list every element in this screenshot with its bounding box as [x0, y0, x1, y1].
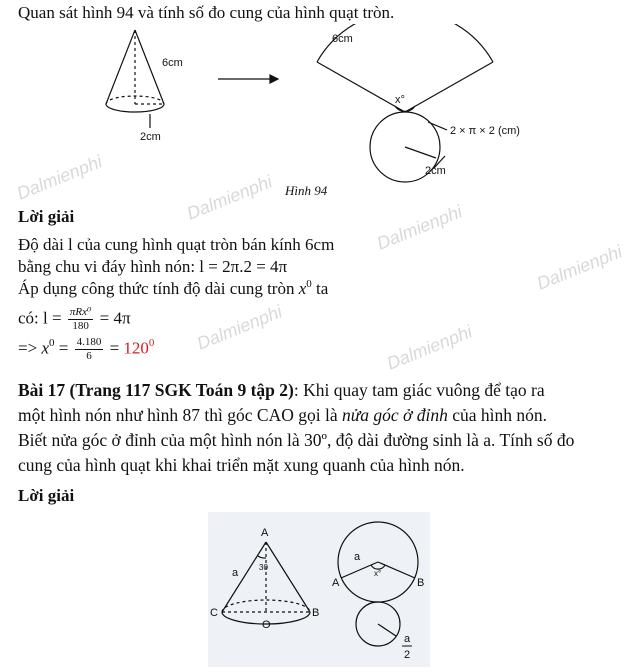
solution-heading: Lời giải — [18, 486, 75, 505]
watermark: Dalmienphi — [374, 201, 465, 254]
point-a2-label: A — [332, 577, 340, 589]
point-o-label: O — [262, 619, 271, 631]
result-line — [18, 336, 154, 363]
sector-radius-label: 6cm — [332, 33, 353, 45]
cone-slant-label: 6cm — [162, 57, 183, 69]
figure-94 — [90, 24, 550, 184]
half-a-den: 2 — [404, 649, 411, 661]
angle-30-label: 30 — [259, 563, 268, 572]
angle-x-label: x° — [374, 569, 382, 578]
solution-line: Độ dài l của cung hình quạt tròn bán kính 6cm — [18, 235, 335, 254]
problem-line: Biết nửa góc ở đỉnh của một hình nón là 30º, độ dài đường sinh là a. Tính số đo — [18, 430, 575, 450]
point-a-label: A — [261, 527, 269, 539]
superscript: 0 — [306, 278, 312, 290]
figure-caption: Hình 94 — [285, 183, 328, 198]
problem-text: một hình nón như hình 87 thì góc CAO gọi là — [18, 405, 342, 425]
numerator: πRx⁰ — [69, 306, 92, 318]
problem-title: Bài 17 (Trang 117 SGK Toán 9 tập 2) — [18, 380, 294, 400]
cone2-drawing — [222, 542, 310, 624]
result-value: 120 — [123, 338, 149, 358]
solution-heading: Lời giải — [18, 207, 75, 226]
problem-line: cung của hình quạt khi khai triển mặt xung quanh của hình nón. — [18, 455, 465, 475]
sector2-drawing — [338, 522, 418, 646]
arc-length-label: 2 × π × 2 (cm) — [450, 125, 520, 137]
fraction — [75, 336, 104, 363]
problem-line — [18, 404, 547, 426]
sector-angle-label: x° — [395, 94, 405, 106]
denominator: 180 — [72, 320, 89, 332]
formula-line — [18, 306, 131, 333]
var-x: x — [41, 338, 49, 358]
cone-drawing — [106, 30, 164, 128]
watermark: Dalmienphi — [534, 241, 625, 294]
intro-text: Quan sát hình 94 và tính số đo cung của hình quạt tròn. — [18, 3, 395, 22]
point-b-label: B — [312, 607, 320, 619]
point-c-label: C — [210, 607, 218, 619]
result-superscript: 0 — [148, 337, 155, 350]
half-a-num: a — [404, 633, 411, 645]
denominator: 6 — [86, 350, 92, 362]
point-b2-label: B — [417, 577, 425, 589]
problem-text: : Khi quay tam giác vuông để tạo ra — [293, 380, 545, 400]
watermark: Dalmienphi — [14, 151, 105, 204]
radius-a-label: a — [354, 551, 361, 563]
line3-tail: ta — [311, 279, 329, 298]
equals: = — [105, 338, 124, 358]
arrow-icon — [218, 75, 278, 83]
watermark: Dalmienphi — [384, 321, 475, 374]
problem-italic: nửa góc ở đỉnh — [342, 405, 448, 425]
circle-radius-label: 2cm — [425, 165, 446, 177]
line3-text: Áp dụng công thức tính độ dài cung tròn — [18, 279, 299, 298]
equals: = — [54, 338, 73, 358]
slant-a-label: a — [232, 567, 239, 579]
watermark: Dalmienphi — [194, 301, 285, 354]
figure-cone-development — [208, 512, 430, 667]
problem-line — [18, 379, 545, 401]
fraction — [68, 306, 94, 333]
result-prefix: => — [18, 338, 42, 358]
cone-radius-label: 2cm — [140, 131, 161, 143]
formula-prefix: có: l = — [18, 308, 62, 328]
superscript: 0 — [48, 337, 55, 350]
var-x: x — [298, 279, 307, 298]
watermark: Dalmienphi — [184, 171, 275, 224]
numerator: 4.180 — [76, 336, 102, 348]
solution-line — [18, 278, 328, 302]
problem-text: của hình nón. — [447, 405, 548, 425]
solution-line: bằng chu vi đáy hình nón: l = 2π.2 = 4π — [18, 257, 288, 276]
formula-tail: = 4π — [99, 308, 131, 328]
